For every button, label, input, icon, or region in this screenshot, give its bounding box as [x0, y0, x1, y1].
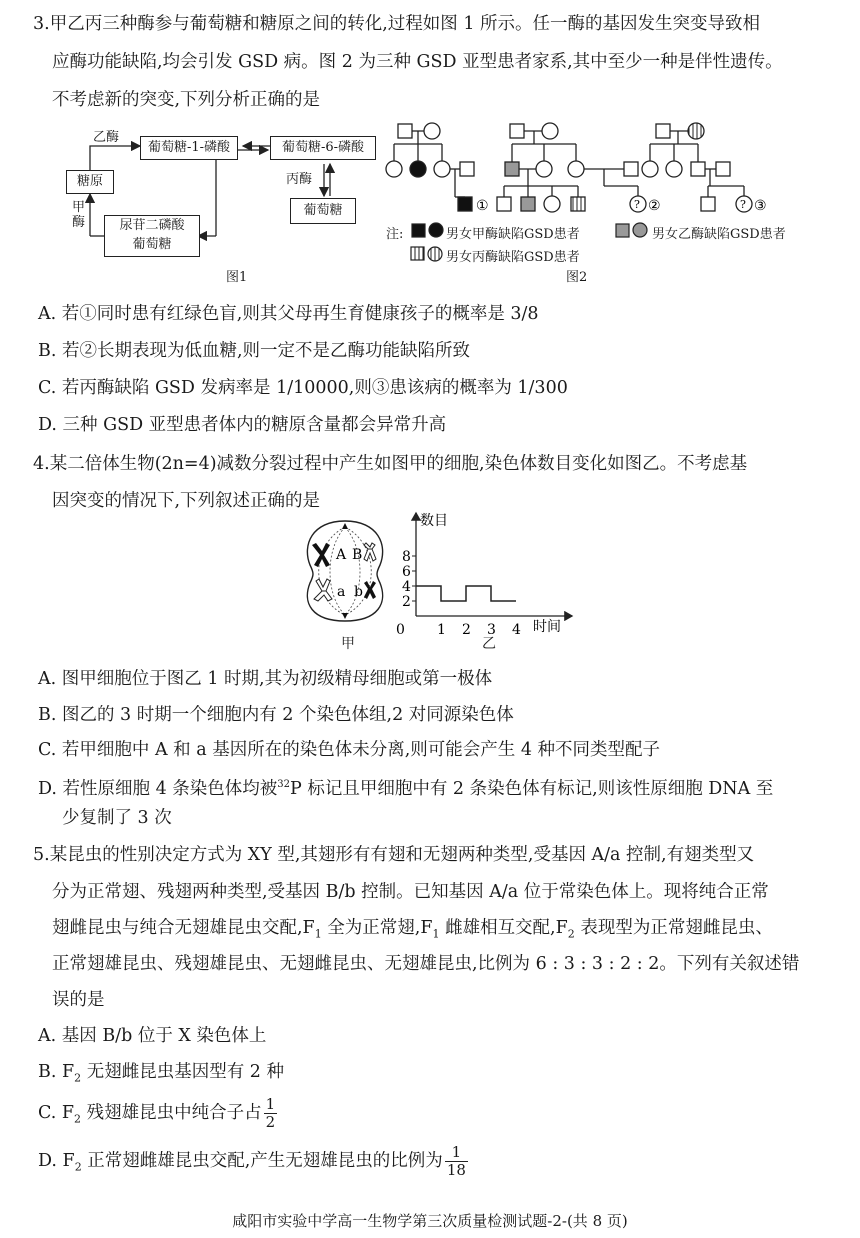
x-tick-label: 0: [396, 622, 405, 638]
pedigree-female: [434, 161, 450, 177]
q5-option-c: [38, 1092, 277, 1141]
q5-line3-a: 翅雌昆虫与纯合无翅雄昆虫交配,F: [52, 918, 315, 938]
pedigree-female-bing: [688, 123, 704, 139]
q5-option-b-a: B. F: [38, 1062, 75, 1082]
q4-option-d-text-a: D. 若性原细胞 4 条染色体均被: [38, 778, 278, 799]
subscript: 2: [74, 1112, 82, 1126]
legend-jia-male: [412, 224, 425, 237]
legend-jia-label: 男女甲酶缺陷GSD患者: [446, 227, 580, 242]
label-enzyme-jia: 甲酶: [72, 200, 86, 230]
q5-stem-line3: [52, 916, 773, 947]
x-tick-label: 1: [437, 622, 446, 638]
fraction-denominator: 2: [265, 1113, 276, 1131]
q4-option-b: B. 图乙的 3 时期一个细胞内有 2 个染色体组,2 对同源染色体: [38, 705, 514, 725]
q5-option-d-b: 正常翅雌雄昆虫交配,产生无翅雄昆虫的比例为: [81, 1151, 443, 1171]
isotope-superscript: 32: [277, 779, 291, 790]
q5-line3-b: 全为正常翅,F: [321, 918, 433, 938]
pedigree-male-bing: [571, 197, 585, 211]
q3-stem-line1: 3.甲乙丙三种酶参与葡萄糖和糖原之间的转化,过程如图 1 所示。任一酶的基因发生突变导致相: [33, 14, 761, 34]
pedigree-female-jia: [410, 161, 426, 177]
q3-stem-line3: 不考虑新的突变,下列分析正确的是: [52, 90, 321, 110]
gene-b: b: [354, 584, 363, 600]
legend-bing-symbols: [410, 245, 444, 263]
node-udp-glucose: [104, 215, 200, 257]
pedigree-male: [716, 162, 730, 176]
x-tick-label: 3: [487, 622, 496, 638]
marker-2: ②: [648, 198, 661, 214]
pedigree-female: [642, 161, 658, 177]
legend-yi-label: 男女乙酶缺陷GSD患者: [652, 227, 786, 242]
pedigree-male: [460, 162, 474, 176]
node-udp-glucose-line1: 尿苷二磷酸: [119, 218, 185, 233]
q4-stem-line1: 4.某二倍体生物(2n=4)减数分裂过程中产生如图甲的细胞,染色体数目变化如图乙。不考虑基: [33, 454, 748, 474]
pedigree-male: [701, 197, 715, 211]
legend-jia-female: [429, 223, 443, 237]
legend-bing-label: 男女丙酶缺陷GSD患者: [446, 250, 580, 265]
node-udp-glucose-line2: 葡萄糖: [132, 237, 172, 252]
fraction-numerator: 1: [265, 1095, 276, 1113]
node-glucose-6-phosphate: 葡萄糖-6-磷酸: [270, 136, 376, 160]
q3-option-d: D. 三种 GSD 亚型患者体内的糖原含量都会异常升高: [38, 415, 447, 435]
subscript: 2: [74, 1160, 82, 1174]
q5-stem-line4: 正常翅雄昆虫、残翅雄昆虫、无翅雌昆虫、无翅雄昆虫,比例为 6 : 3 : 3 : 2 : 2。下列有关叙述错: [52, 954, 800, 974]
q5-option-c-a: C. F: [38, 1103, 75, 1123]
centrosome-bottom: [342, 613, 348, 619]
legend-note-prefix: 注:: [386, 227, 404, 242]
pedigree-male-jia: [458, 197, 472, 211]
pedigree-male: [691, 162, 705, 176]
node-glucose: 葡萄糖: [290, 198, 356, 224]
legend-yi-female: [633, 223, 647, 237]
y-tick-label: 6: [402, 564, 411, 580]
fraction-numerator: 1: [445, 1144, 468, 1162]
legend-yi-male: [616, 224, 629, 237]
spindle-fibers: [319, 527, 372, 615]
q4-option-a: A. 图甲细胞位于图乙 1 时期,其为初级精母细胞或第一极体: [38, 669, 493, 689]
pedigree-female: [568, 161, 584, 177]
pedigree-female: [542, 123, 558, 139]
q5-stem-line2: 分为正常翅、残翅两种类型,受基因 B/b 控制。已知基因 A/a 位于常染色体上。现将纯合正常: [52, 882, 769, 902]
y-axis-label: 数目: [420, 513, 448, 529]
q3-option-a: A. 若①同时患有红绿色盲,则其父母再生育健康孩子的概率是 3/8: [38, 304, 539, 324]
q5-option-d: [38, 1140, 468, 1189]
cell-caption: 甲: [341, 636, 355, 652]
pedigree-male: [497, 197, 511, 211]
pedigree-male: [398, 124, 412, 138]
pedigree-male-yi: [505, 162, 519, 176]
node-glycogen: 糖原: [66, 170, 114, 194]
gene-a: a: [337, 584, 346, 600]
chromosome-count-series: [416, 586, 516, 601]
q3-option-c: C. 若丙酶缺陷 GSD 发病率是 1/10000,则③患该病的概率为 1/300: [38, 378, 568, 398]
chart-caption: 乙: [482, 636, 496, 652]
y-tick-label: 4: [402, 579, 411, 595]
pedigree-female: [424, 123, 440, 139]
pedigree-female: [666, 161, 682, 177]
fraction: [445, 1144, 468, 1179]
pedigree-male: [510, 124, 524, 138]
q4-option-c: C. 若甲细胞中 A 和 a 基因所在的染色体未分离,则可能会产生 4 种不同类型配子: [38, 740, 661, 760]
figure-2-caption: 图2: [566, 270, 588, 285]
centrosome-top: [342, 523, 348, 529]
x-axis-label: 时间: [533, 619, 561, 635]
pedigree-female: [544, 196, 560, 212]
x-tick-label: 2: [462, 622, 471, 638]
q5-line3-d: 表现型为正常翅雌昆虫、: [574, 918, 773, 938]
marker-1: ①: [476, 198, 489, 214]
label-enzyme-bing: 丙酶: [286, 172, 313, 187]
q4-stem-line2: 因突变的情况下,下列叙述正确的是: [52, 491, 321, 511]
q5-option-a: A. 基因 B/b 位于 X 染色体上: [38, 1026, 267, 1046]
q5-option-b-b: 无翅雌昆虫基因型有 2 种: [81, 1062, 284, 1082]
pedigree-female: [386, 161, 402, 177]
label-enzyme-yi: 乙酶: [93, 130, 120, 145]
q5-option-d-a: D. F: [38, 1151, 75, 1171]
pedigree-male: [656, 124, 670, 138]
pedigree-female: [536, 161, 552, 177]
pedigree-male-yi: [521, 197, 535, 211]
subscript: 2: [74, 1071, 82, 1085]
q3-option-b: B. 若②长期表现为低血糖,则一定不是乙酶功能缺陷所致: [38, 341, 471, 361]
unknown-mark-3: ?: [740, 198, 746, 211]
gene-B: B: [352, 547, 363, 563]
page-footer: 咸阳市实验中学高一生物学第三次质量检测试题-2-(共 8 页): [232, 1212, 628, 1230]
pedigree-male: [624, 162, 638, 176]
fraction-denominator: 18: [446, 1161, 466, 1179]
q5-option-b: [38, 1060, 284, 1091]
cell-diagram: [300, 515, 390, 627]
gene-A: A: [336, 547, 347, 563]
y-tick-label: 8: [402, 549, 411, 565]
figure-1-caption: 图1: [226, 270, 248, 285]
y-tick-label: 2: [402, 594, 411, 610]
q5-option-c-b: 残翅雄昆虫中纯合子占: [81, 1103, 262, 1123]
unknown-mark-2: ?: [634, 198, 640, 211]
q4-option-d-line2: 少复制了 3 次: [62, 808, 172, 828]
q5-line3-c: 雌雄相互交配,F: [439, 918, 568, 938]
subscript: 2: [567, 927, 575, 941]
q4-option-d-line1: [38, 773, 773, 801]
q4-option-d-text-b: P 标记且甲细胞中有 2 条染色体有标记,则该性原细胞 DNA 至: [290, 778, 774, 799]
node-glucose-1-phosphate: 葡萄糖-1-磷酸: [140, 136, 238, 160]
x-tick-label: 4: [512, 622, 521, 638]
q5-stem-line1: 5.某昆虫的性别决定方式为 XY 型,其翅形有有翅和无翅两种类型,受基因 A/a 控制,有翅类型又: [33, 845, 755, 865]
q3-stem-line2: 应酶功能缺陷,均会引发 GSD 病。图 2 为三种 GSD 亚型患者家系,其中至少一种是伴性遗传。: [52, 52, 783, 72]
subscript: 1: [432, 927, 440, 941]
fraction: [264, 1096, 278, 1131]
marker-3: ③: [754, 198, 767, 214]
subscript: 1: [314, 927, 322, 941]
q5-stem-line5: 误的是: [52, 990, 105, 1010]
